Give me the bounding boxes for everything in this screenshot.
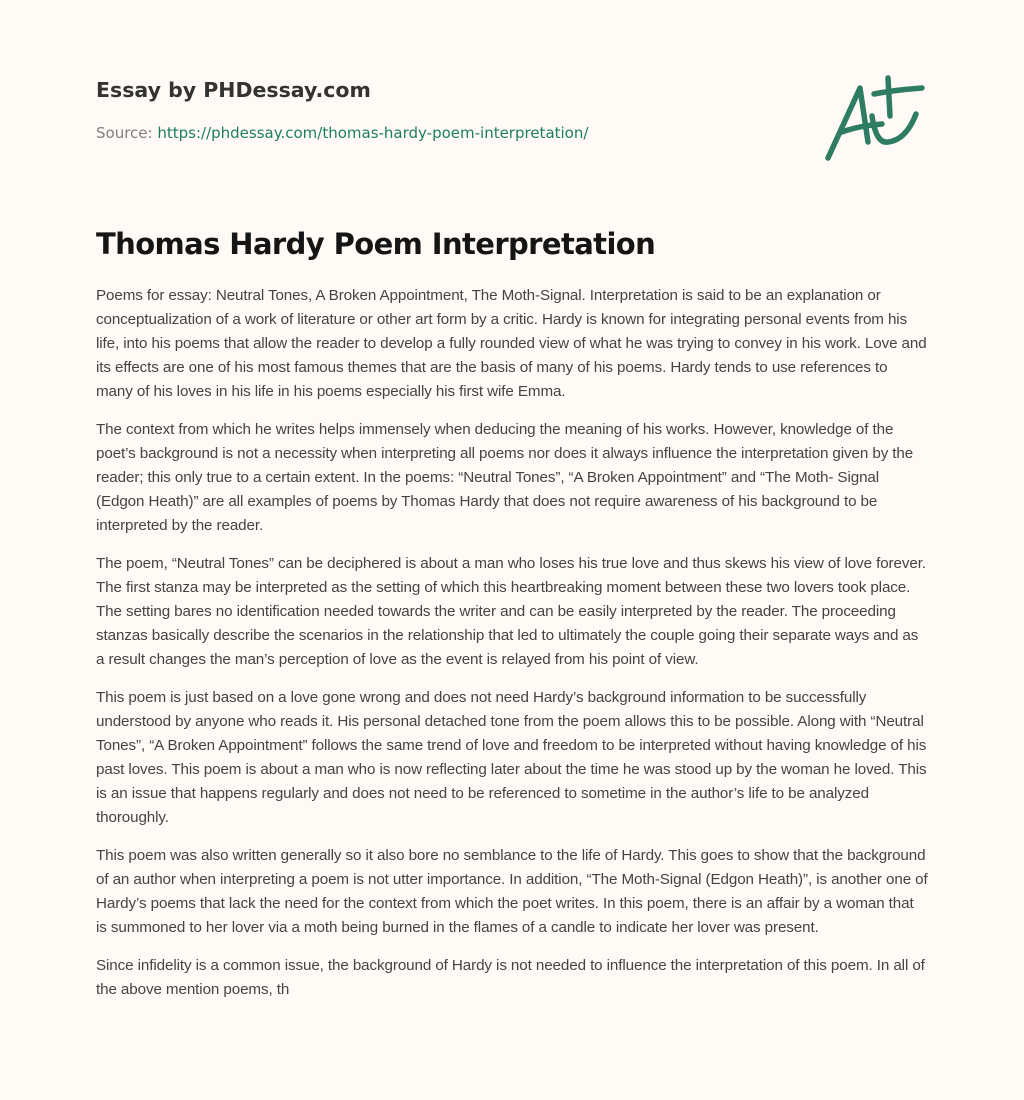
source-link[interactable]: https://phdessay.com/thomas-hardy-poem-interpretation/ bbox=[157, 124, 589, 142]
source-line bbox=[96, 123, 796, 143]
source-label: Source: bbox=[96, 124, 153, 142]
paragraph: This poem was also written generally so it also bore no semblance to the life of Hardy. This goes to show that the background of an author when interpreting a poem is not utter importance. In addition, “The Moth-Signal (Edgon Heath)”, is another one of Hardy’s poems that lack the need for the context from which the poet writes. In this poem, there is an affair by a woman that is summoned to her lover via a moth being burned in the flames of a candle to indicate her lover was present. bbox=[96, 847, 928, 936]
article-body bbox=[96, 284, 928, 1016]
paragraph: Since infidelity is a common issue, the background of Hardy is not needed to influence the interpretation of this poem. In all of the above mention poems, th bbox=[96, 957, 925, 998]
paragraph: This poem is just based on a love gone wrong and does not need Hardy’s background information to be successfully understood by anyone who reads it. His personal detached tone from the poem allows this to be possible. Along with “Neutral Tones”, “A Broken Appointment” follows the same trend of love and freedom to be interpreted without having knowledge of his past loves. This poem is about a man who is now reflecting later about the time he was stood up by the woman he loved. This is an issue that happens regularly and does not need to be referenced to sometime in the author’s life to be analyzed thoroughly. bbox=[96, 689, 927, 826]
paragraph: The context from which he writes helps immensely when deducing the meaning of his works. However, knowledge of the poet’s background is not a necessity when interpreting all poems nor does it always influence the interpretation given by the reader; this only true to a certain extent. In the poems: “Neutral Tones”, “A Broken Appointment” and “The Moth- Signal (Edgon Heath)” are all examples of poems by Thomas Hardy that does not require awareness of his background to be interpreted by the reader. bbox=[96, 421, 914, 534]
brand-title: Essay by PHDessay.com bbox=[96, 78, 371, 102]
page-header bbox=[96, 74, 796, 143]
paragraph: The poem, “Neutral Tones” can be deciphered is about a man who loses his true love and thus skews his view of love forever. The first stanza may be interpreted as the setting of which this heartbreaking moment between these two lovers took place. The setting bares no identification needed towards the writer and can be easily interpreted by the reader. The proceeding stanzas basically describe the scenarios in the relationship that led to ultimately the couple going their separate ways and as a result changes the man’s perception of love as the event is relayed from his point of view. bbox=[96, 555, 926, 668]
article-title: Thomas Hardy Poem Interpretation bbox=[96, 227, 656, 261]
paragraph: Poems for essay: Neutral Tones, A Broken Appointment, The Moth-Signal. Interpretation is said to be an explanation or conceptualization of a work of literature or other art form by a critic. Hardy is known for integrating personal events from his life, into his poems that allow the reader to develop a fully rounded view of what he was trying to convey in his work. Love and its effects are one of his most famous themes that are the basis of many of his poems. Hardy tends to use references to many of his loves in his life in his poems especially his first wife Emma. bbox=[96, 287, 927, 400]
a-plus-grade-icon bbox=[822, 68, 926, 164]
